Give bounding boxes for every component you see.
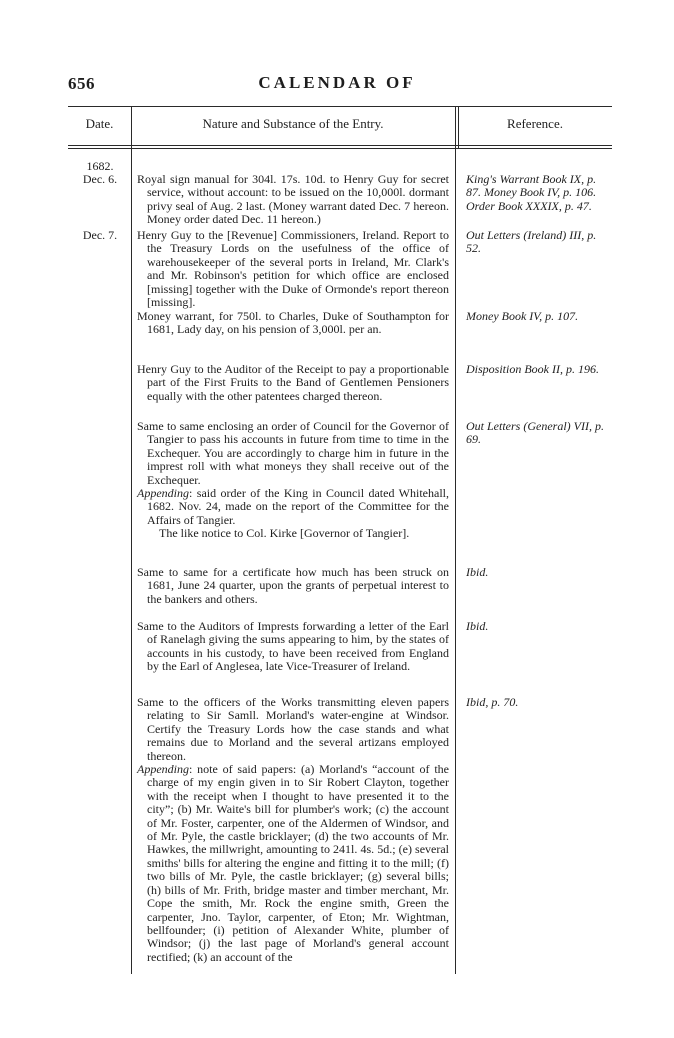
entry-4-text: Henry Guy to the Auditor of the Receipt to pay a proportionable part of the First Fruits to the Band of Gentlemen Pensioners equally with the other patentees charged thereon. bbox=[137, 362, 449, 403]
entry-1 bbox=[137, 173, 449, 227]
table-rule-top bbox=[68, 106, 612, 107]
entry-5 bbox=[137, 420, 449, 541]
reference-5: Out Letters (General) VII, p. 69. bbox=[466, 419, 604, 447]
column-header-reference: Reference. bbox=[507, 116, 563, 131]
entry-3 bbox=[137, 310, 449, 337]
reference-3: Money Book IV, p. 107. bbox=[466, 309, 579, 323]
entry-5-appending: Appending: said order of the King in Council dated Whitehall, 1682. Nov. 24, made on the report of the Committee for the Affairs of Tangier. bbox=[137, 486, 449, 527]
date-year: 1682. bbox=[86, 159, 114, 173]
reference-7: Ibid. bbox=[466, 619, 489, 633]
entry-1-text: Royal sign manual for 304l. 17s. 10d. to Henry Guy for secret service, without account: to be issued on the 10,000l. dormant privy seal of Aug. 2 last. (Money warrant dated Dec. 7 hereon. Money order dated Dec. 11 hereon.) bbox=[137, 172, 449, 227]
date-dec-6: Dec. 6. bbox=[82, 172, 118, 186]
table-rule-header-1 bbox=[68, 145, 612, 146]
column-header-nature: Nature and Substance of the Entry. bbox=[202, 116, 384, 131]
entry-7-text: Same to the Auditors of Imprests forwarding a letter of the Earl of Ranelagh giving the sums appearing to him, by the states of accounts in his custody, to have been received from England by the Earl of Anglesea, late Vice-Treasurer of Ireland. bbox=[137, 619, 449, 674]
reference-8: Ibid, p. 70. bbox=[466, 695, 519, 709]
column-divider-date bbox=[131, 106, 132, 974]
entry-8-text: Same to the officers of the Works transmitting eleven papers relating to Sir Samll. Morland's water-engine at Windsor. Certify the Treasury Lords how the case stands and what remains due to Morland and the several artizans employed thereon. bbox=[137, 695, 449, 763]
entry-6 bbox=[137, 566, 449, 606]
page-number: 656 bbox=[68, 74, 95, 93]
column-divider-reference bbox=[455, 106, 456, 974]
entry-3-text: Money warrant, for 750l. to Charles, Duke of Southampton for 1681, Lady day, on his pension of 3,000l. per an. bbox=[137, 309, 449, 337]
entry-2 bbox=[137, 229, 449, 309]
entry-4 bbox=[137, 363, 449, 403]
reference-2: Out Letters (Ireland) III, p. 52. bbox=[466, 228, 597, 256]
appending-label: Appending bbox=[137, 762, 189, 777]
entry-7 bbox=[137, 620, 449, 674]
entry-6-text: Same to same for a certificate how much has been struck on 1681, June 24 quarter, upon the grants of perpetual interest to the bankers and others. bbox=[137, 565, 449, 606]
reference-1: King's Warrant Book IX, p. 87. Money Book IV, p. 106. Order Book XXXIX, p. 47. bbox=[466, 172, 597, 213]
entry-5-note: The like notice to Col. Kirke [Governor of Tangier]. bbox=[159, 526, 410, 541]
reference-4: Disposition Book II, p. 196. bbox=[466, 362, 599, 376]
table-rule-header-2 bbox=[68, 148, 612, 149]
reference-6: Ibid. bbox=[466, 565, 489, 579]
entry-2-text: Henry Guy to the [Revenue] Commissioners, Ireland. Report to the Treasury Lords on the usefulness of the office of warehousekeeper of the several ports in Ireland, Mr. Clark's and Mr. Robinson's petition for which office are enclosed [missing] together with the Duke of Ormonde's report thereon [missing]. bbox=[137, 228, 449, 310]
appending-label: Appending bbox=[137, 486, 189, 501]
date-dec-7: Dec. 7. bbox=[82, 228, 118, 242]
column-header-date: Date. bbox=[85, 116, 114, 131]
entry-8-appending: Appending: note of said papers: (a) Morland's “account of the charge of my engin given in to Sir Robert Clayton, together with the receipt when I thought to have presented it to the city”; (b) Mr. Waite's bill for plumber's work; (c) the account of Mr. Foster, carpenter, one of the Aldermen of Windsor, and of Mr. Pyle, the castle bricklayer; (d) the two accounts of Mr. Hawkes, the millwright, amounting to 241l. 4s. 5d.; (e) several smiths' bills for altering the engine and fitting it to the mill; (f) two bills of Mr. Pyle, the castle bricklayer; (g) several bills; (h) bills of Mr. Frith, bridge master and timber merchant, Mr. Cope the smith, Mr. Rock the engine smith, Green the carpenter, Jno. Taylor, carpenter, of Eton; Mr. Wightman, bellfounder; (i) petition of Alexander White, plumber of Windsor; (j) the last page of Morland's general account rectified; (k) an account of the bbox=[137, 762, 449, 964]
entry-5-text: Same to same enclosing an order of Council for the Governor of Tangier to pass his accounts in future from time to time in the Exchequer. You are accordingly to charge him in future in the imprest roll with what moneys they shall receive out of the Exchequer. bbox=[137, 419, 449, 487]
entry-8 bbox=[137, 696, 449, 964]
running-head: CALENDAR OF bbox=[258, 73, 416, 92]
